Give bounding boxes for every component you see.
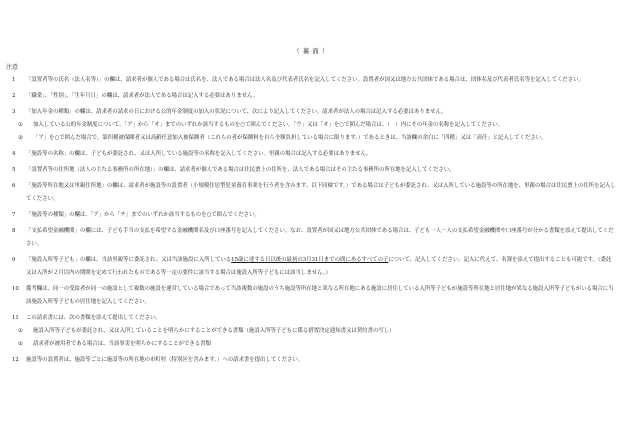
note-text-after: について、記入してください。記入に代えて、名簿を添えて提出することも可能です。（委託又は入所が２月以内の期間を定めて行われたものである等一定の要件に該当する場合は施設入所等子どもには該当しません。） bbox=[26, 257, 612, 276]
note-text bbox=[26, 254, 616, 280]
note-item-6 bbox=[6, 180, 616, 206]
note-item-8 bbox=[6, 225, 616, 251]
note-item-3 bbox=[6, 106, 616, 119]
note-number: 4 bbox=[12, 151, 16, 157]
note-item-4 bbox=[6, 148, 616, 161]
note-number: 3 bbox=[12, 109, 16, 115]
note-item-7 bbox=[6, 209, 616, 222]
note-subitem-11-2 bbox=[6, 338, 616, 351]
note-number: 10 bbox=[12, 286, 19, 292]
note-number: 7 bbox=[12, 212, 16, 218]
note-item-10 bbox=[6, 283, 616, 309]
note-text: この請求書には、次の書類を添えて提出してください。 bbox=[26, 315, 161, 321]
note-number: 5 bbox=[12, 167, 16, 173]
note-number: 6 bbox=[12, 183, 16, 189]
note-text: 「施設等所在地又は里親住所地」の欄は、請求者が施設等の設置者（小規模住居型児童養育事業を行う者を含みます。以下同様です。）である場合は子どもが委託され、又は入所している施設等の所在地を、里親の場合は住民票上の住所を記入してください。 bbox=[26, 183, 616, 202]
note-item-1 bbox=[6, 74, 616, 87]
note-text: 「設置者等の氏名（法人名等）」の欄は、請求者が個人である場合は氏名を、法人である場合は法人名及び代表者氏名を記入してください。設置者が国又は地方公共団体である場合は、団体名及び代表者氏名等を記入してください。 bbox=[26, 77, 584, 83]
subitem-number: ② bbox=[18, 135, 23, 141]
note-item-9 bbox=[6, 254, 616, 280]
note-number: 1 bbox=[12, 77, 16, 83]
note-text: 施設等の設置者は、施設等ごとに施設等の所在地の市町村（特別区を含みます。）への請求書を提出してください。 bbox=[26, 357, 304, 363]
notes-heading: 注意 bbox=[6, 64, 19, 71]
note-number: 12 bbox=[12, 357, 19, 363]
notes-list bbox=[6, 74, 616, 367]
note-item-5 bbox=[6, 164, 616, 177]
note-item-2 bbox=[6, 90, 616, 103]
note-number: 11 bbox=[12, 315, 19, 321]
note-text: 「施設等の名称」の欄は、子どもが委託され、又は入所している施設等の名称を記入してください。里親の場合は記入する必要はありません。 bbox=[26, 151, 372, 157]
subitem-number: ① bbox=[18, 122, 23, 128]
subitem-text: 「ア」を○で囲んだ場合で、第四種被保険者又は高齢任意加入被保険者（これらの者が保険料を自ら全額負担している場合に限ります。）であるときは、当該欄の余白に「四種」又は「高任」と記入してください。 bbox=[33, 135, 547, 141]
note-text: 「設置者等の住所地（法人の主たる事務所の所在地）」の欄は、請求者が個人である場合は住民票上の住所を、法人である場合はその主たる事務所の所在地を記入してください。 bbox=[26, 167, 455, 173]
note-text: 備考欄は、同一の受給者が同一の施設として複数の施設を運営している場合であって当該複数の施設のうち施設等所在地と異なる所在地にある施設に居住している入所等子どもが施設等所在地と居住地が異なる施設入所等子どもがいる場合に当該施設入所等子どもの居住地を記入してください。 bbox=[26, 286, 614, 305]
note-item-12 bbox=[6, 354, 616, 367]
note-subitem-11-1 bbox=[6, 325, 616, 338]
note-subitem-3-2 bbox=[6, 132, 616, 145]
note-number: 9 bbox=[12, 257, 16, 263]
subitem-text: 加入している公的年金制度について、「ア」から「オ」までのいずれか該当するものを○で囲んでください。「ウ」又は「オ」を○で囲んだ場合は、（ ）内にその年金の名称を記入してください。 bbox=[33, 122, 504, 128]
subitem-text: 施設入所等子どもが委託され、又は入所していることを明らかにすることができる書類（施設入所等子どもに係る措置決定通知書又は契約書の写し） bbox=[33, 328, 395, 334]
subitem-number: ② bbox=[18, 341, 23, 347]
underlined-age-condition: 15歳に達する日以後の最初の3月31日までの間にあるすべての子 bbox=[231, 257, 389, 263]
note-text-before: 「施設入所等子ども」の欄は、当該里親等に委託され、又は当該施設に入所している bbox=[26, 257, 232, 263]
subitem-text: 請求者が被用者である場合は、当該事実を明らかにすることができる書類 bbox=[33, 341, 211, 347]
note-text: 「支払希望金融機関」の欄には、子ども手当の支払を希望する金融機関名及び口座番号を記入してください。なお、設置者が国又は地方公共団体である場合は、子ども一人一人の支払希望金融機関や口座番号が分かる書類を添えて提出してください。 bbox=[26, 228, 614, 247]
note-text: 「職業」、「性別」、「生年月日」の欄は、請求者が法人である場合は記入する必要はありません。 bbox=[26, 93, 259, 99]
note-text: 「施設等の種類」の欄は、「ア」から「チ」までのいずれか該当するものを○で囲んでください。 bbox=[26, 212, 260, 218]
note-number: 2 bbox=[12, 93, 16, 99]
page-title: （ 裏 面 ） bbox=[293, 47, 329, 55]
note-text: 「加入年金の種類」の欄は、請求者の請求の日における公的年金制度の加入の状況について、次により記入してください。請求者が法人の場合は記入する必要はありません。 bbox=[26, 109, 447, 115]
note-item-11 bbox=[6, 312, 616, 325]
note-subitem-3-1 bbox=[6, 119, 616, 132]
note-number: 8 bbox=[12, 228, 16, 234]
subitem-number: ① bbox=[18, 328, 23, 334]
